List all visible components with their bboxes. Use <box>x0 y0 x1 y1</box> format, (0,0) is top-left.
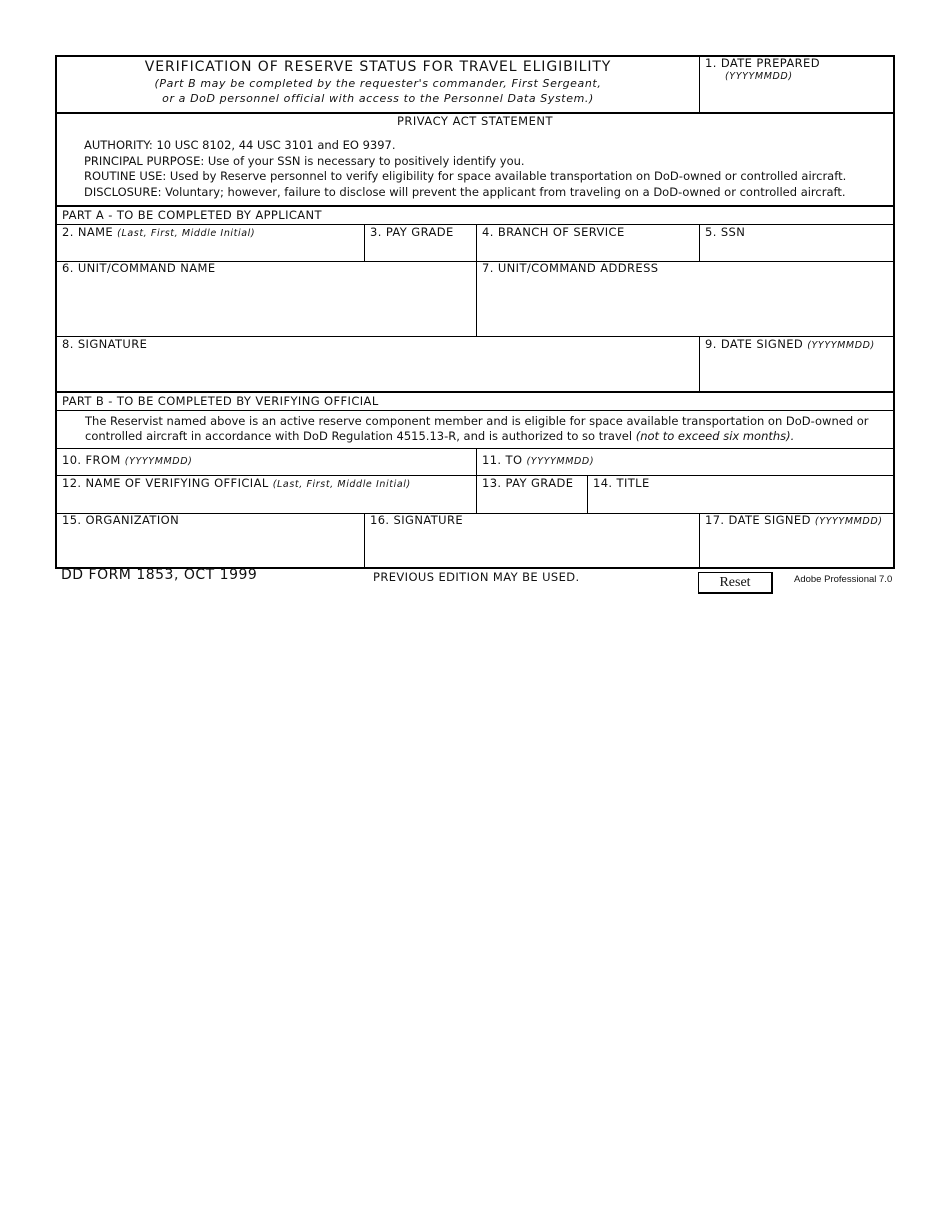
from-label <box>62 453 192 467</box>
official-date-signed-input[interactable] <box>701 530 891 566</box>
official-pay-grade-label: 13. PAY GRADE <box>482 476 574 490</box>
part-b-heading: PART B - TO BE COMPLETED BY VERIFYING OFFICIAL <box>62 394 379 408</box>
date-prepared-hint: (YYYYMMDD) <box>725 71 793 82</box>
from-hint: (YYYYMMDD) <box>124 456 193 467</box>
privacy-authority: AUTHORITY: 10 USC 8102, 44 USC 3101 and EO 9397. <box>84 138 396 152</box>
divider <box>57 448 893 449</box>
divider <box>57 391 893 393</box>
branch-label: 4. BRANCH OF SERVICE <box>482 225 625 239</box>
edition-note: PREVIOUS EDITION MAY BE USED. <box>373 570 580 584</box>
official-name-input[interactable] <box>59 492 473 512</box>
pay-grade-input[interactable] <box>366 240 475 260</box>
privacy-statement <box>84 138 846 200</box>
from-label-text: 10. FROM <box>62 453 121 467</box>
official-signature-label: 16. SIGNATURE <box>370 513 464 527</box>
divider <box>364 224 365 261</box>
title-input[interactable] <box>589 492 891 512</box>
form-subtitle-line2: or a DoD personnel official with access to the Personnel Data System.) <box>162 92 594 105</box>
to-label-text: 11. TO <box>482 453 523 467</box>
privacy-heading: PRIVACY ACT STATEMENT <box>396 114 553 128</box>
unit-address-label: 7. UNIT/COMMAND ADDRESS <box>482 261 659 275</box>
divider <box>476 475 477 513</box>
unit-name-label: 6. UNIT/COMMAND NAME <box>62 261 216 275</box>
title-label: 14. TITLE <box>593 476 650 490</box>
official-date-signed-label-text: 17. DATE SIGNED <box>705 513 811 527</box>
statement-line2 <box>85 429 869 444</box>
divider <box>476 261 477 336</box>
name-label-text: 2. NAME <box>62 225 114 239</box>
to-hint: (YYYYMMDD) <box>526 456 595 467</box>
date-prepared-label: 1. DATE PREPARED <box>705 56 820 70</box>
organization-label: 15. ORGANIZATION <box>62 513 180 527</box>
official-name-label-text: 12. NAME OF VERIFYING OFFICIAL <box>62 476 269 490</box>
divider <box>699 224 700 261</box>
form-container <box>55 55 895 569</box>
signature-label: 8. SIGNATURE <box>62 337 148 351</box>
part-a-heading: PART A - TO BE COMPLETED BY APPLICANT <box>62 208 322 222</box>
to-input[interactable] <box>677 451 891 473</box>
date-prepared-input[interactable] <box>702 87 892 111</box>
statement-italic: (not to exceed six months). <box>635 428 795 443</box>
official-name-hint: (Last, First, Middle Initial) <box>272 479 411 490</box>
unit-address-input[interactable] <box>478 277 891 334</box>
signature-input[interactable] <box>59 354 696 390</box>
date-signed-input[interactable] <box>701 354 891 390</box>
organization-input[interactable] <box>59 530 361 566</box>
privacy-routine-use: ROUTINE USE: Used by Reserve personnel to verify eligibility for space available transportation on DoD-owned or controlled aircraft. <box>84 169 847 183</box>
divider <box>476 448 477 475</box>
official-date-signed-hint: (YYYYMMDD) <box>814 516 883 527</box>
official-date-signed-label <box>705 513 883 527</box>
date-signed-label <box>705 337 875 351</box>
to-label <box>482 453 594 467</box>
form-id: DD FORM 1853, OCT 1999 <box>61 567 258 583</box>
reset-button[interactable]: Reset <box>698 572 773 594</box>
divider <box>699 336 700 392</box>
ssn-label: 5. SSN <box>705 225 746 239</box>
ssn-input[interactable] <box>701 240 891 260</box>
divider <box>699 57 700 113</box>
verification-statement <box>85 414 869 443</box>
branch-input[interactable] <box>478 240 698 260</box>
privacy-disclosure: DISCLOSURE: Voluntary; however, failure to disclose will prevent the applicant from traveling on a DoD-owned or controlled aircraft. <box>84 184 846 199</box>
official-signature-input[interactable] <box>366 530 696 566</box>
divider <box>476 224 477 261</box>
divider <box>57 205 893 207</box>
from-input[interactable] <box>269 451 473 473</box>
official-pay-grade-input[interactable] <box>478 492 586 512</box>
privacy-purpose: PRINCIPAL PURPOSE: Use of your SSN is necessary to positively identify you. <box>84 153 525 168</box>
form-title: VERIFICATION OF RESERVE STATUS FOR TRAVEL ELIGIBILITY <box>144 59 612 75</box>
divider <box>57 410 893 411</box>
divider <box>587 475 588 513</box>
divider <box>364 513 365 569</box>
official-name-label <box>62 476 411 490</box>
pay-grade-label: 3. PAY GRADE <box>370 225 454 239</box>
date-signed-label-text: 9. DATE SIGNED <box>705 337 804 351</box>
divider <box>699 513 700 569</box>
unit-name-input[interactable] <box>59 277 473 334</box>
statement-line2-text: controlled aircraft in accordance with DoD Regulation 4515.13-R, and is authorized to so travel <box>85 428 633 443</box>
date-signed-hint: (YYYYMMDD) <box>807 340 875 351</box>
name-label <box>62 225 255 239</box>
name-input[interactable] <box>59 240 361 260</box>
form-subtitle-line1: (Part B may be completed by the requester's commander, First Sergeant, <box>154 77 602 90</box>
name-hint: (Last, First, Middle Initial) <box>117 228 256 239</box>
software-note: Adobe Professional 7.0 <box>794 574 893 585</box>
statement-line1: The Reservist named above is an active reserve component member and is eligible for space available transportation on DoD-owned or <box>85 414 869 428</box>
